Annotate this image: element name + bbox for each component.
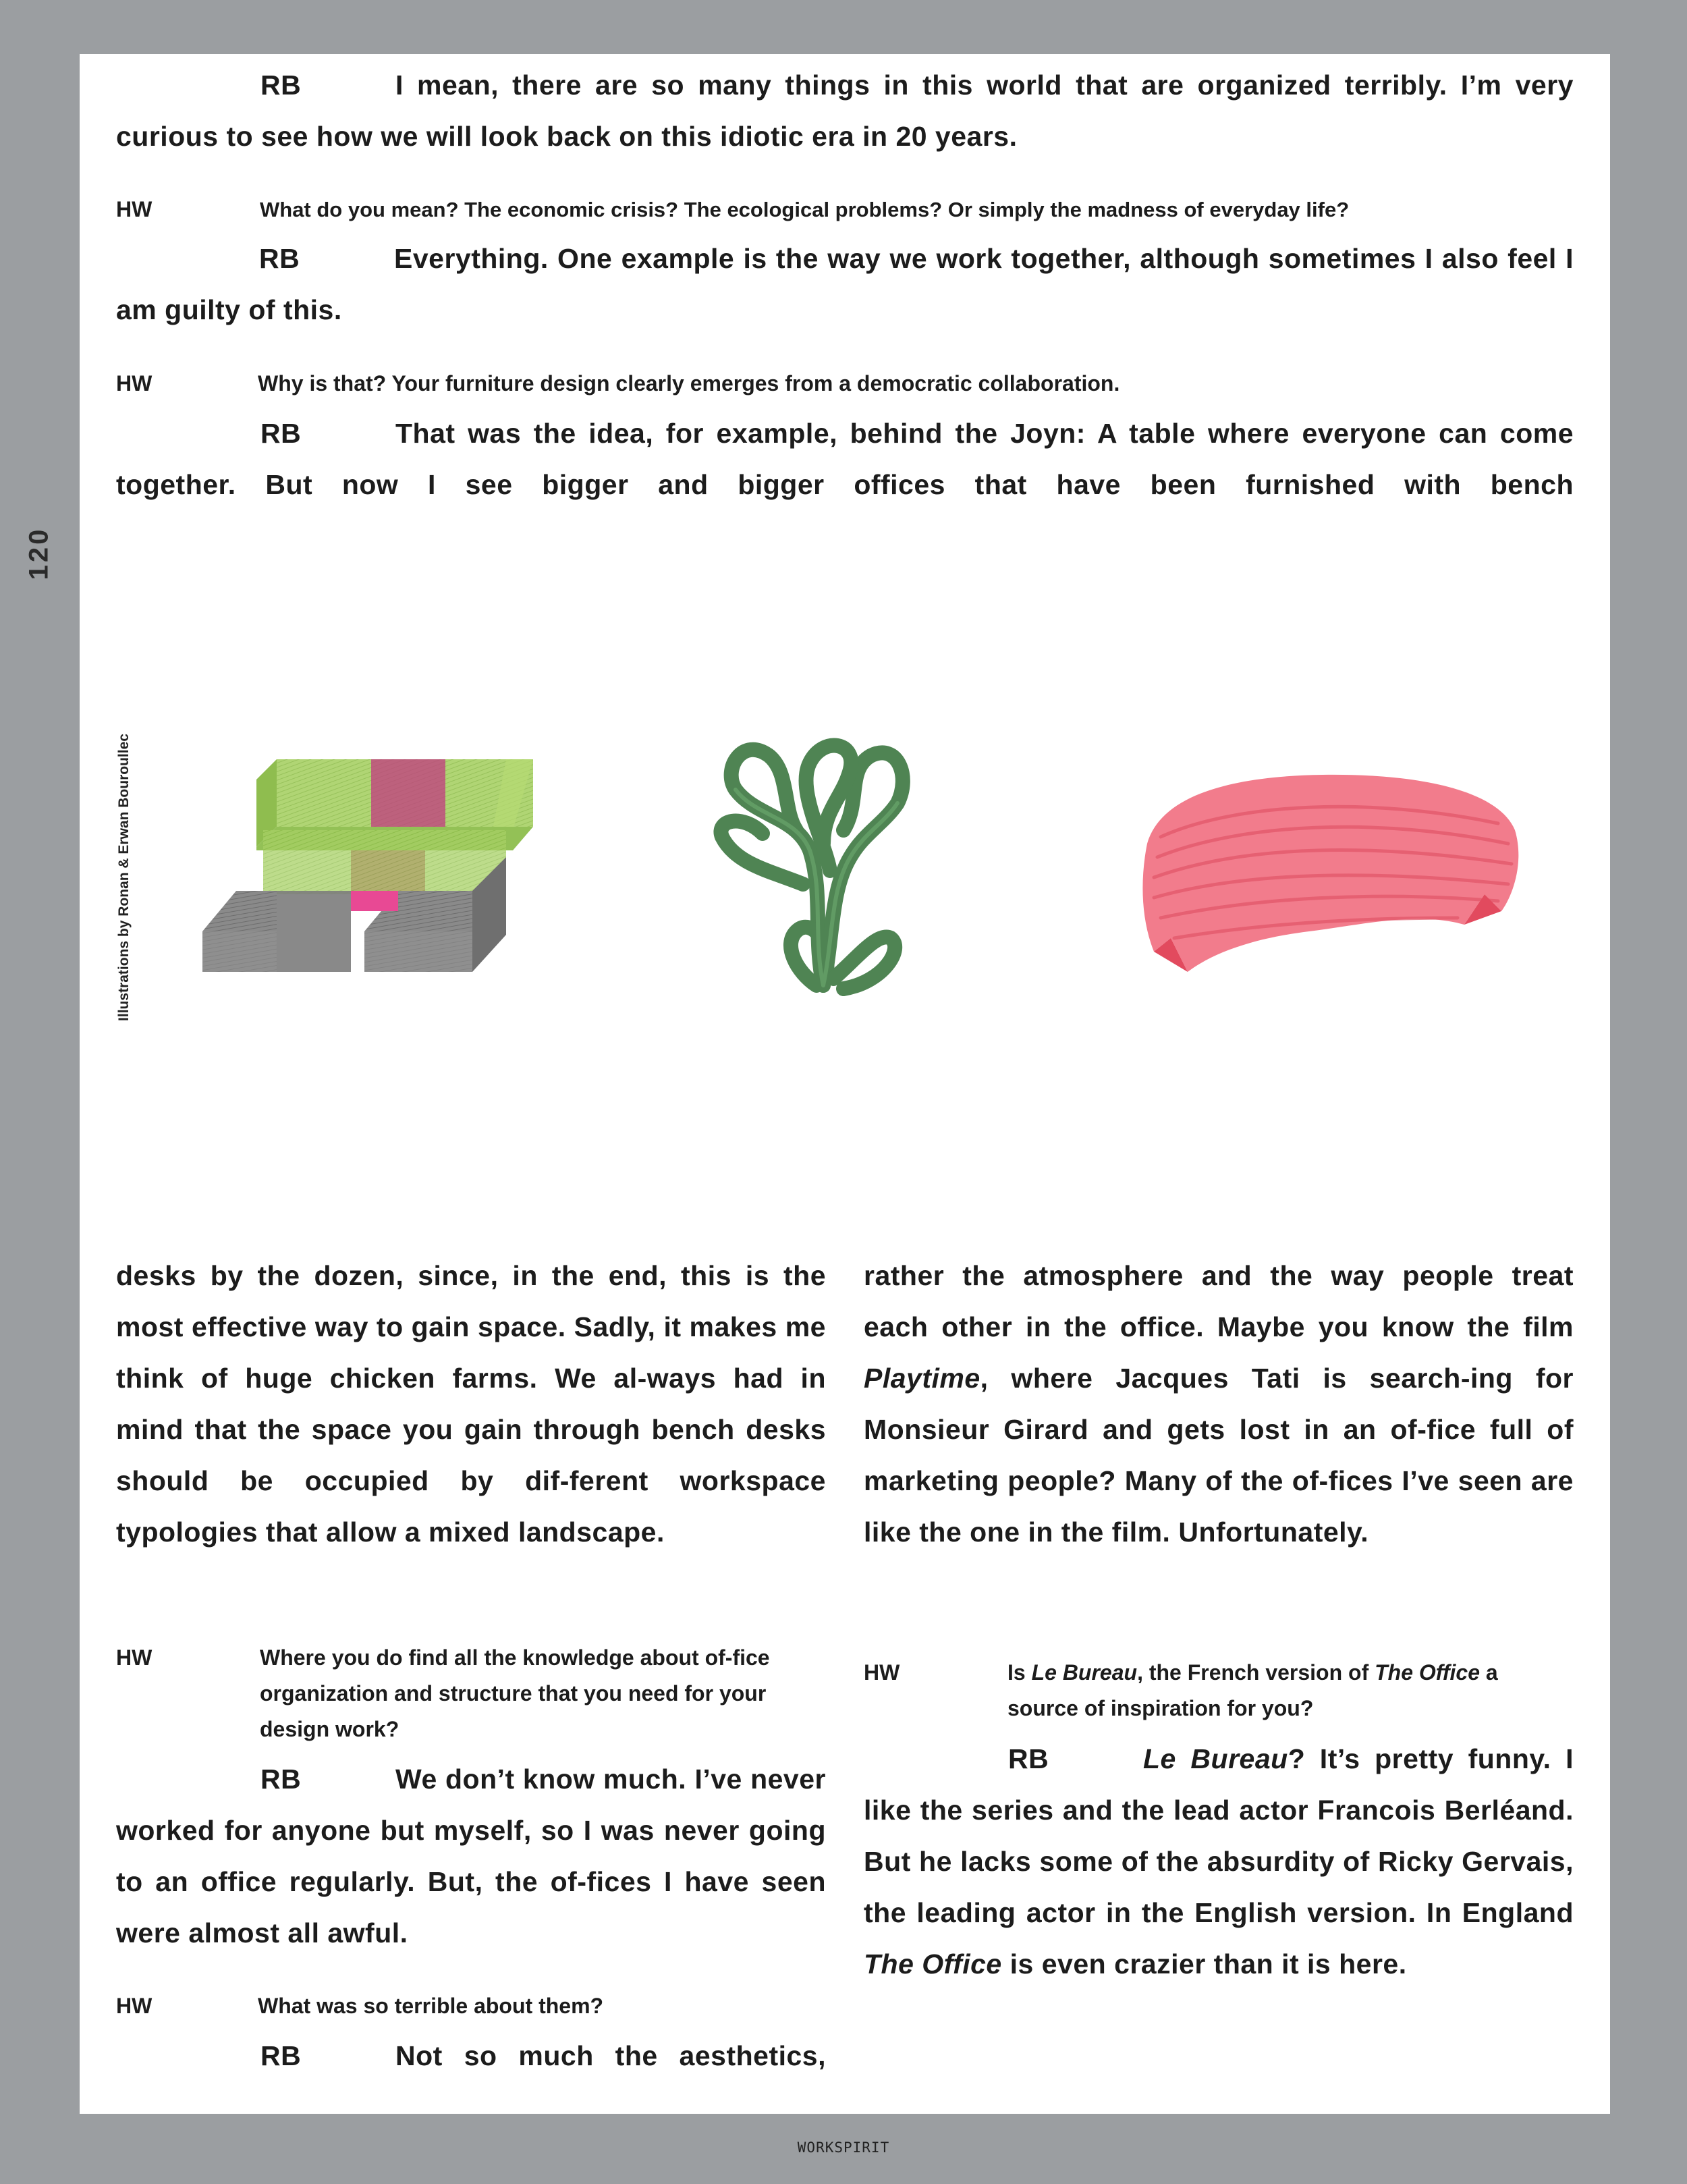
answer-block: [116, 233, 1574, 335]
speaker-label: RB: [260, 2040, 302, 2071]
answer-block: [116, 2030, 826, 2081]
left-column-continuation: [116, 1250, 826, 1558]
question-text: Why is that? Your furniture design clearly emerges from a democratic collaboration.: [258, 371, 1120, 395]
question-text: Where you do find all the knowledge about of-fice organization and structure that you need for your design work?: [260, 1645, 770, 1741]
speaker-label: HW: [116, 1994, 153, 2018]
answer-block: [116, 1753, 826, 1959]
question-text: What do you mean? The economic crisis? The ecological problems? Or simply the madness of everyday life?: [260, 198, 1350, 221]
question-block: [864, 1655, 1574, 1726]
speaker-label: RB: [260, 70, 302, 101]
answer-text: Not so much the aesthetics,: [395, 2040, 826, 2071]
continuation-text: rather the atmosphere and the way people treat each other in the office. Maybe you know the film Playtime, where Jacques Tati is search-ing for Monsieur Girard and gets lost in an of-fice full of marketing people? Many of the of-fices I’ve seen are like the one in the film. Unfortunately.: [864, 1260, 1574, 1548]
footer-label: WORKSPIRIT: [797, 2139, 890, 2156]
question-block: [116, 1988, 826, 2024]
continuation-text: desks by the dozen, since, in the end, this is the most effective way to gain space. Sadly, it makes me think of huge chicken farms. We al-ways had in mind that the space you gain through bench desks should be occupied by dif-ferent workspace typologies that allow a mixed landscape.: [116, 1260, 826, 1548]
speaker-label: RB: [1008, 1743, 1049, 1774]
question-block: [116, 1640, 826, 1747]
speaker-label: RB: [260, 418, 302, 449]
answer-text: That was the idea, for example, behind the Joyn: A table where everyone can come together. But now I see bigger and bigger offices that have been furnished with bench: [116, 418, 1574, 500]
answer-block: [116, 59, 1574, 162]
speaker-label: HW: [116, 1645, 153, 1670]
show-title: Le Bureau: [1143, 1743, 1288, 1774]
show-title: The Office: [864, 1948, 1002, 1980]
desk-structure-illustration: [196, 749, 547, 992]
speaker-label: RB: [260, 1764, 302, 1795]
answer-text: I mean, there are so many things in this world that are organized terribly. I’m very curious to see how we will look back on this idiotic era in 20 years.: [116, 70, 1574, 152]
question-block: [116, 366, 1574, 402]
question-text: Is Le Bureau, the French version of The Office a source of inspiration for you?: [1007, 1660, 1498, 1720]
speaker-label: HW: [116, 197, 153, 221]
illustration-credit: Illustrations by Ronan & Erwan Bouroullec: [116, 734, 132, 1021]
film-title: Playtime: [864, 1363, 980, 1394]
question-text: What was so terrible about them?: [258, 1994, 604, 2018]
pink-cushion-illustration: [1134, 756, 1532, 985]
question-block: [116, 192, 1574, 227]
answer-text: Everything. One example is the way we work together, although sometimes I also feel I am guilty of this.: [116, 243, 1574, 325]
page-number: 120: [24, 526, 54, 580]
speaker-label: HW: [116, 371, 153, 395]
answer-block: [116, 408, 1574, 510]
speaker-label: HW: [864, 1660, 900, 1685]
right-column-continuation: [864, 1250, 1574, 1558]
show-title: The Office: [1375, 1660, 1481, 1685]
speaker-label: RB: [259, 243, 300, 274]
branch-illustration: [695, 715, 951, 1006]
answer-text: We don’t know much. I’ve never worked for anyone but myself, so I was never going to an office regularly. But, the of-fices I have seen were almost all awful.: [116, 1764, 826, 1948]
answer-block: RB Le Bureau? It’s pretty funny. I like the series and the lead actor Francois Berléand. But he lacks some of the absurdity of Ricky Gervais, the leading actor in the English version. In England The Office is even crazier than it is here.: [864, 1733, 1574, 1990]
show-title: Le Bureau: [1031, 1660, 1138, 1685]
